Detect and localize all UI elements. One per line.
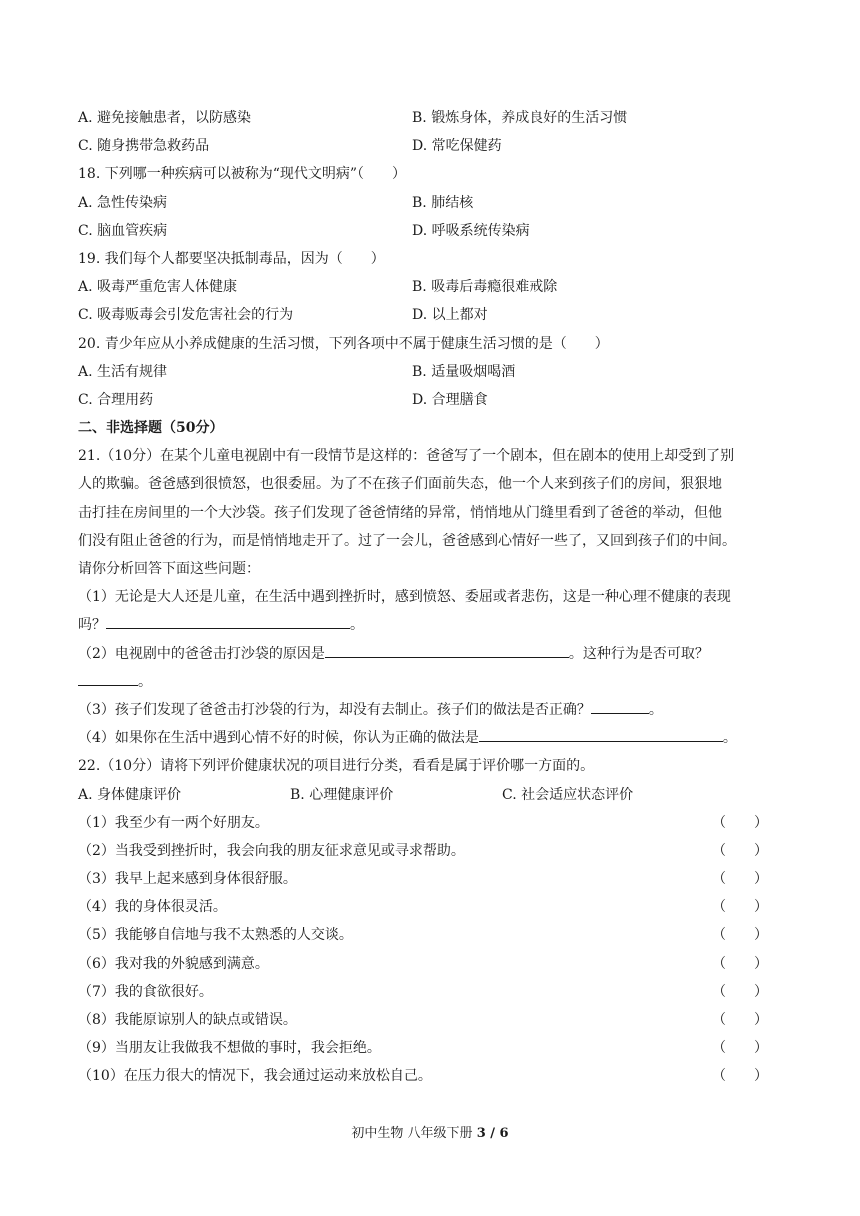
option-row — [78, 358, 784, 386]
option-d: D. 呼吸系统传染病 — [412, 222, 530, 239]
option-row — [78, 189, 784, 217]
footer-text: 初中生物 八年级下册 — [351, 1126, 477, 1141]
option-row — [78, 273, 784, 301]
option-b: B. 适量吸烟喝酒 — [412, 363, 516, 380]
subquestion-4-line — [78, 724, 784, 752]
category-options-row — [78, 781, 784, 809]
answer-parentheses[interactable]: （ ） — [712, 983, 768, 1000]
subquestion-3-prefix: （3）孩子们发现了爸爸击打沙袋的行为，却没有去制止。孩子们的做法是否正确？ — [78, 701, 591, 718]
question-21-paragraph-line: 们没有阻止爸爸的行为，而是悄悄地走开了。过了一会儿，爸爸感到心情好一些了，又回到孩子们的中间。 — [78, 532, 736, 549]
subquestion-3-line — [78, 696, 784, 724]
category-b: B. 心理健康评价 — [290, 786, 394, 803]
item-text: （3）我早上起来感到身体很舒服。 — [78, 871, 297, 888]
period: 。 — [350, 617, 364, 634]
option-c: C. 合理用药 — [78, 391, 154, 408]
item-text: （1）我至少有一两个好朋友。 — [78, 814, 269, 831]
option-d: D. 以上都对 — [412, 307, 488, 324]
evaluation-item — [78, 893, 784, 921]
evaluation-item — [78, 921, 784, 949]
option-c: C. 随身携带急救药品 — [78, 138, 210, 155]
option-d: D. 合理膳食 — [412, 391, 488, 408]
option-b: B. 肺结核 — [412, 194, 474, 211]
period: 。 — [648, 701, 663, 718]
subquestion-1-answer-line — [78, 611, 784, 639]
answer-parentheses[interactable]: （ ） — [712, 1040, 768, 1057]
answer-parentheses[interactable]: （ ） — [712, 814, 768, 831]
answer-parentheses[interactable]: （ ） — [712, 842, 768, 859]
item-text: （6）我对我的外貌感到满意。 — [78, 955, 269, 972]
option-a: A. 急性传染病 — [78, 194, 168, 211]
option-b: B. 锻炼身体，养成良好的生活习惯 — [412, 110, 628, 126]
answer-blank[interactable] — [479, 724, 723, 742]
answer-blank[interactable] — [106, 611, 350, 629]
item-text: （9）当朋友让我做我不想做的事时，我会拒绝。 — [78, 1040, 381, 1057]
answer-parentheses[interactable]: （ ） — [712, 1068, 768, 1085]
period: 。 — [138, 673, 152, 690]
option-row — [78, 104, 784, 132]
page-number: 3 / 6 — [476, 1126, 509, 1141]
item-text: （2）当我受到挫折时，我会向我的朋友征求意见或寻求帮助。 — [78, 842, 465, 859]
option-a: A. 吸毒严重危害人体健康 — [78, 279, 238, 296]
option-row — [78, 217, 784, 245]
section-heading: 二、非选择题（50分） — [78, 420, 224, 437]
question-20-stem: 20. 青少年应从小养成健康的生活习惯，下列各项中不属于健康生活习惯的是（ ） — [78, 335, 609, 352]
period: 。 — [722, 730, 737, 747]
answer-parentheses[interactable]: （ ） — [712, 955, 768, 972]
subquestion-2-line — [78, 640, 784, 668]
question-21-paragraph-line: 人的欺骗。爸爸感到很愤怒，也很委屈。为了不在孩子们面前失态，他一个人来到孩子们的房间，狠狠地 — [78, 476, 722, 493]
subquestion-1-prefix: 吗？ — [78, 617, 106, 634]
option-row — [78, 301, 784, 329]
question-19-stem: 19. 我们每个人都要坚决抵制毒品，因为（ ） — [78, 250, 385, 267]
evaluation-item — [78, 1062, 784, 1090]
option-b: B. 吸毒后毒瘾很难戒除 — [412, 279, 558, 296]
evaluation-item — [78, 865, 784, 893]
evaluation-item — [78, 950, 784, 978]
evaluation-item — [78, 809, 784, 837]
answer-parentheses[interactable]: （ ） — [712, 1012, 768, 1028]
evaluation-item — [78, 978, 784, 1006]
subquestion-2-suffix: 。这种行为是否可取？ — [568, 645, 709, 662]
option-row — [78, 132, 784, 160]
subquestion-4-prefix: （4）如果你在生活中遇到心情不好的时候，你认为正确的做法是 — [78, 730, 479, 747]
answer-blank[interactable] — [325, 640, 569, 658]
answer-parentheses[interactable]: （ ） — [712, 927, 768, 944]
answer-parentheses[interactable]: （ ） — [712, 871, 768, 888]
question-21-paragraph-line: 击打挂在房间里的一个大沙袋。孩子们发现了爸爸情绪的异常，悄悄地从门缝里看到了爸爸的举动，但他 — [78, 504, 722, 521]
answer-parentheses[interactable]: （ ） — [712, 899, 768, 916]
item-text: （7）我的食欲很好。 — [78, 983, 213, 1000]
option-c: C. 吸毒贩毒会引发危害社会的行为 — [78, 307, 294, 324]
question-21-paragraph-line: 请你分析回答下面这些问题： — [78, 561, 260, 577]
question-22-stem: 22.（10分）请将下列评价健康状况的项目进行分类，看看是属于评价哪一方面的。 — [78, 758, 595, 775]
evaluation-item — [78, 1034, 784, 1062]
subquestion-1-line: （1）无论是大人还是儿童，在生活中遇到挫折时，感到愤怒、委屈或者悲伤，这是一种心理不健康的表现 — [78, 589, 731, 606]
answer-blank[interactable] — [78, 668, 138, 686]
option-a: A. 避免接触患者，以防感染 — [78, 110, 252, 126]
item-text: （5）我能够自信地与我不太熟悉的人交谈。 — [78, 927, 353, 944]
item-text: （8）我能原谅别人的缺点或错误。 — [78, 1012, 297, 1028]
item-text: （10）在压力很大的情况下，我会通过运动来放松自己。 — [78, 1068, 432, 1085]
question-18-stem: 18. 下列哪一种疾病可以被称为“现代文明病”（ ） — [78, 166, 407, 183]
evaluation-item — [78, 1006, 784, 1034]
subquestion-2-prefix: （2）电视剧中的爸爸击打沙袋的原因是 — [78, 645, 325, 662]
exam-page — [78, 104, 784, 1091]
option-row — [78, 386, 784, 414]
option-d: D. 常吃保健药 — [412, 138, 502, 155]
item-text: （4）我的身体很灵活。 — [78, 899, 227, 916]
category-a: A. 身体健康评价 — [78, 786, 182, 803]
answer-blank[interactable] — [591, 696, 649, 714]
page-footer — [0, 1124, 860, 1144]
question-21-paragraph-line: 21.（10分）在某个儿童电视剧中有一段情节是这样的：爸爸写了一个剧本，但在剧本的使用上却受到了别 — [78, 448, 735, 465]
subquestion-2-answer-line — [78, 668, 784, 696]
option-a: A. 生活有规律 — [78, 363, 168, 380]
option-c: C. 脑血管疾病 — [78, 222, 168, 239]
category-c: C. 社会适应状态评价 — [502, 786, 634, 803]
evaluation-item — [78, 837, 784, 865]
